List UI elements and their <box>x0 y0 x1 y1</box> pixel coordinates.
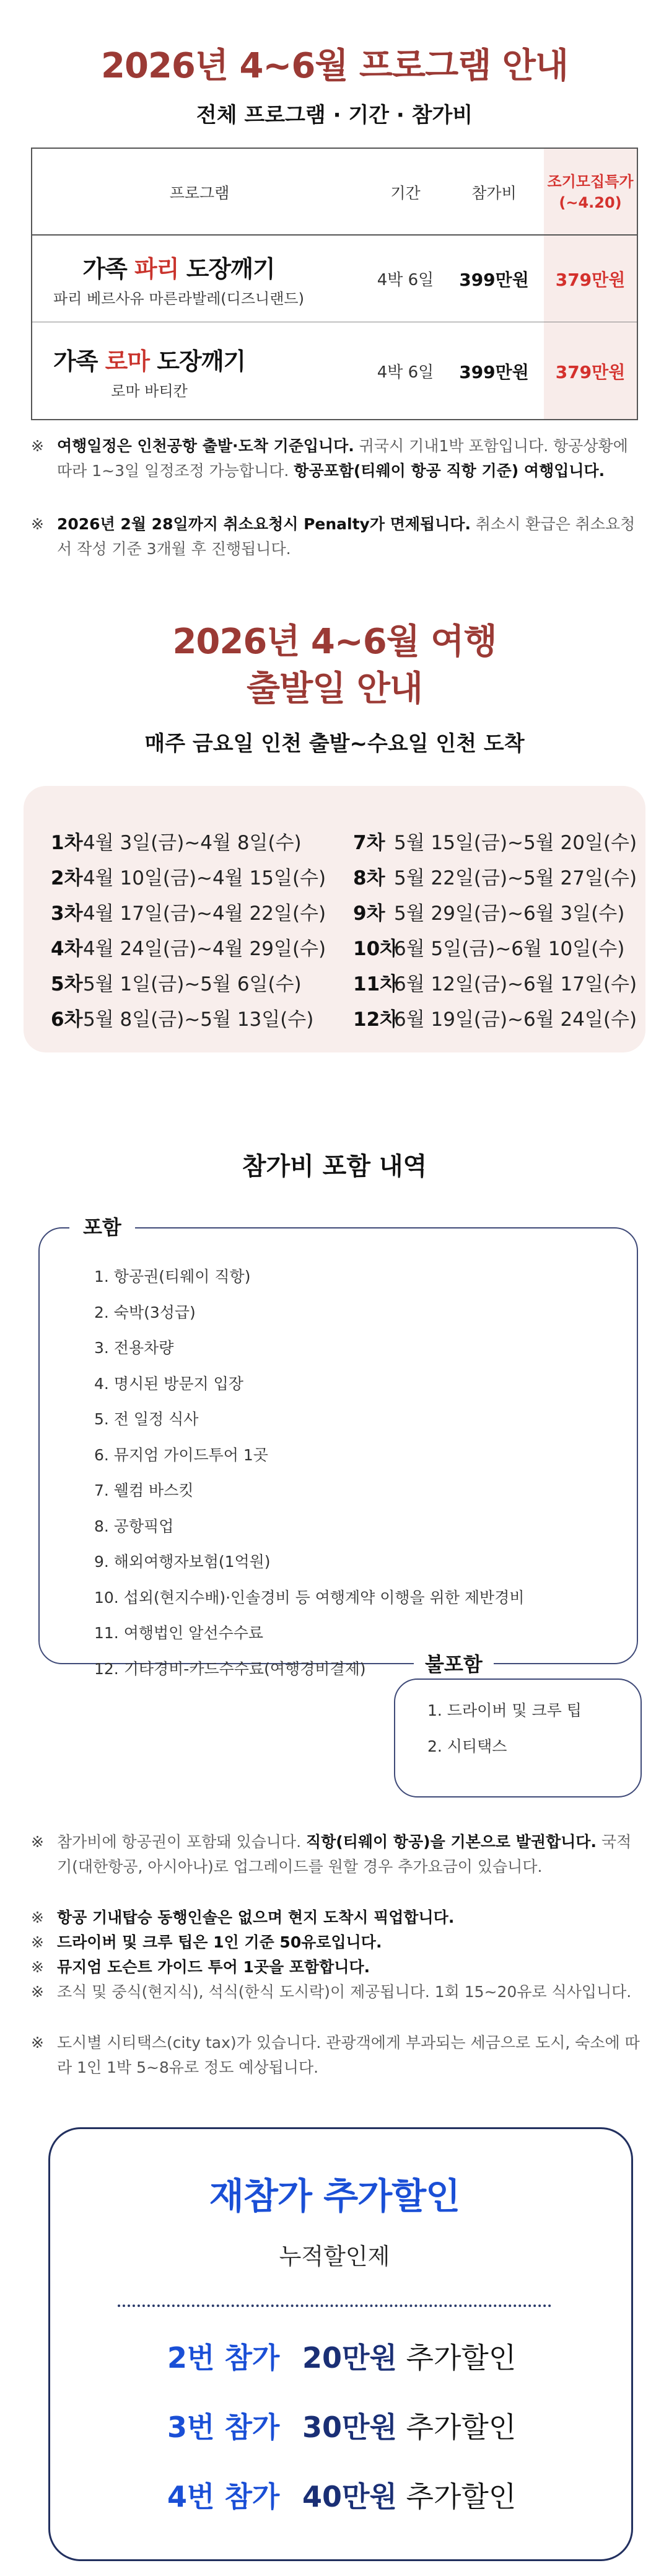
departure-number: 4차 <box>51 938 83 960</box>
departure-number: 10차 <box>353 938 399 960</box>
departure-dates: 6월 5일(금)~6월 10일(수) <box>394 938 625 960</box>
discount-tier-label: 3번 참가 <box>167 2411 280 2444</box>
note-mark: ※ <box>31 2034 44 2052</box>
departure-section-subtitle: 매주 금요일 인천 출발~수요일 인천 도착 <box>144 731 525 756</box>
included-list <box>94 1264 525 1692</box>
program-name-prefix: 가족 <box>53 347 105 375</box>
discount-amount: 20만원 <box>302 2341 397 2375</box>
included-item: 10. 섭외(현지수배)·인솔경비 등 여행계약 이행을 위한 제반경비 <box>94 1588 525 1607</box>
departure-item <box>51 827 302 855</box>
discount-amount: 40만원 <box>302 2480 397 2513</box>
rejoin-discount-subtitle: 누적할인제 <box>279 2243 390 2270</box>
note-bold: 여행일정은 인천공항 출발·도착 기준입니다. <box>57 437 354 455</box>
inclusion-note <box>31 1830 644 1879</box>
included-item: 4. 명시된 방문지 입장 <box>94 1374 243 1393</box>
excluded-item: 2. 시티택스 <box>427 1737 507 1755</box>
departure-item <box>353 827 637 855</box>
header-early-bird-label: 조기모집특가 <box>547 173 634 190</box>
discount-tier-label: 2번 참가 <box>167 2341 280 2375</box>
program-fee: 399만원 <box>459 269 529 290</box>
program-name <box>53 250 304 284</box>
discount-tier-label: 4번 참가 <box>167 2480 280 2513</box>
included-item: 9. 해외여행자보험(1억원) <box>94 1553 271 1571</box>
program-fee: 399만원 <box>459 361 529 382</box>
departure-number: 11차 <box>353 973 399 995</box>
departure-number: 2차 <box>51 867 83 889</box>
departure-dates: 5월 29일(금)~6월 3일(수) <box>394 902 625 925</box>
program-name-city: 파리 <box>134 255 179 283</box>
program-period: 4박 6일 <box>377 363 434 382</box>
program-period: 4박 6일 <box>377 271 434 289</box>
discount-suffix: 추가할인 <box>396 2480 517 2513</box>
departure-title-line1: 2026년 4~6월 여행 <box>172 622 497 662</box>
departure-item <box>51 933 326 961</box>
note-bold: 2026년 2월 28일까지 취소요청시 Penalty가 면제됩니다. <box>57 515 471 533</box>
program-early-bird-price: 379만원 <box>555 361 626 382</box>
departure-item <box>353 1003 637 1031</box>
program-description: 파리 베르사유 마른라발레(디즈니랜드) <box>53 289 304 307</box>
inclusion-note <box>31 1905 644 1930</box>
included-item: 8. 공항픽업 <box>94 1517 174 1535</box>
included-label: 포함 <box>69 1212 135 1240</box>
departure-item <box>353 933 624 961</box>
program-note <box>31 512 644 562</box>
program-name-city: 로마 <box>105 347 150 375</box>
discount-suffix: 추가할인 <box>396 2341 517 2375</box>
program-table <box>31 148 638 420</box>
program-cell <box>32 236 367 322</box>
discount-tier <box>167 2405 516 2446</box>
program-note <box>31 434 644 483</box>
note-bold: 뮤지엄 도슨트 가이드 투어 1곳을 포함합니다. <box>57 1958 370 1976</box>
included-item: 2. 숙박(3성급) <box>94 1303 196 1321</box>
departure-section-title <box>0 619 669 713</box>
table-row <box>32 236 637 322</box>
discount-tier <box>167 2336 516 2376</box>
included-item: 1. 항공권(티웨이 직항) <box>94 1268 251 1286</box>
note-bold: 항공포함(티웨이 항공 직항 기준) 여행입니다. <box>294 462 605 480</box>
note-text: 국적기(대한항공, 아시아나)로 업그레이드를 원할 경우 추가요금이 있습니다. <box>57 1833 632 1876</box>
note-text: 도시별 시티택스(city tax)가 있습니다. 관광객에게 부과되는 세금으로 도시, 숙소에 따라 1인 1박 5~8유로 정도 예상됩니다. <box>57 2034 640 2076</box>
departure-dates: 5월 22일(금)~5월 27일(수) <box>394 867 637 889</box>
discount-suffix: 추가할인 <box>396 2411 517 2444</box>
departure-number: 12차 <box>353 1008 399 1031</box>
departure-dates: 4월 24일(금)~4월 29일(수) <box>83 938 326 960</box>
excluded-label: 불포함 <box>414 1649 494 1677</box>
header-period: 기간 <box>390 184 421 202</box>
departure-item <box>353 898 624 925</box>
note-text: 취소시 환급은 취소요청서 작성 기준 3개월 후 진행됩니다. <box>57 515 636 558</box>
departure-dates: 5월 15일(금)~5월 20일(수) <box>394 832 637 854</box>
departure-dates: 4월 17일(금)~4월 22일(수) <box>83 902 326 925</box>
departure-number: 3차 <box>51 902 83 925</box>
note-mark: ※ <box>31 515 44 533</box>
departure-dates: 5월 1일(금)~5월 6일(수) <box>83 973 302 995</box>
program-section-subtitle: 전체 프로그램 · 기간 · 참가비 <box>196 103 473 128</box>
inclusion-note <box>31 1980 644 2005</box>
departure-item <box>353 968 637 996</box>
discount-amount: 30만원 <box>302 2411 397 2444</box>
included-item: 6. 뮤지엄 가이드투어 1곳 <box>94 1445 268 1464</box>
included-item: 11. 여행법인 알선수수료 <box>94 1624 264 1642</box>
program-description: 로마 바티칸 <box>111 382 188 400</box>
rejoin-discount-title: 재참가 추가할인 <box>209 2175 460 2217</box>
departure-number: 8차 <box>353 867 385 889</box>
inclusions-section-title: 참가비 포함 내역 <box>242 1152 427 1181</box>
inclusion-note <box>31 2031 644 2080</box>
departure-dates: 6월 19일(금)~6월 24일(수) <box>394 1008 637 1031</box>
note-mark: ※ <box>31 1958 44 1976</box>
header-fee: 참가비 <box>471 184 517 202</box>
departure-item <box>353 862 637 890</box>
note-mark: ※ <box>31 1983 44 2001</box>
departure-item <box>51 898 326 925</box>
program-table-header <box>32 149 637 236</box>
note-mark: ※ <box>31 437 44 455</box>
included-item: 7. 웰컴 바스킷 <box>94 1481 194 1499</box>
note-mark: ※ <box>31 1933 44 1951</box>
note-text: 조식 및 중식(현지식), 석식(한식 도시락)이 제공됩니다. 1회 15~20유로 식사입니다. <box>57 1983 632 2001</box>
program-section-title: 2026년 4~6월 프로그램 안내 <box>101 46 568 86</box>
program-name-suffix: 도장깨기 <box>149 347 246 375</box>
header-early-bird <box>544 149 637 236</box>
excluded-item: 1. 드라이버 및 크루 팁 <box>427 1701 582 1719</box>
note-mark: ※ <box>31 1833 44 1851</box>
header-early-bird-deadline: (~4.20) <box>559 194 622 211</box>
note-bold: 항공 기내탑승 동행인솔은 없으며 현지 도착시 픽업합니다. <box>57 1908 455 1926</box>
program-early-bird-price: 379만원 <box>555 269 626 290</box>
included-item: 5. 전 일정 식사 <box>94 1410 199 1428</box>
inclusion-note <box>31 1955 644 1980</box>
departure-number: 5차 <box>51 973 83 995</box>
program-cell <box>32 323 367 419</box>
note-text: 귀국시 기내1박 포함입니다. 항공상황에 따라 1~3일 일정조정 가능합니다. <box>57 437 628 480</box>
discount-tier <box>167 2474 516 2515</box>
departure-dates: 4월 3일(금)~4월 8일(수) <box>83 832 302 854</box>
note-bold: 직항(티웨이 항공)을 기본으로 발권합니다. <box>306 1833 597 1851</box>
departure-dates: 5월 8일(금)~5월 13일(수) <box>83 1008 314 1031</box>
departure-dates: 6월 12일(금)~6월 17일(수) <box>394 973 637 995</box>
departure-number: 1차 <box>51 832 83 854</box>
program-name-suffix: 도장깨기 <box>178 255 275 283</box>
departure-dates: 4월 10일(금)~4월 15일(수) <box>83 867 326 889</box>
inclusion-note <box>31 1930 644 1955</box>
note-mark: ※ <box>31 1908 44 1926</box>
excluded-list <box>427 1698 582 1770</box>
departure-item <box>51 968 302 996</box>
departure-number: 9차 <box>353 902 385 925</box>
departure-item <box>51 1003 313 1031</box>
program-name <box>53 342 245 376</box>
departure-title-line2: 출발일 안내 <box>247 669 422 709</box>
departure-item <box>51 862 326 890</box>
table-row <box>32 323 637 419</box>
dotted-divider <box>118 2305 551 2307</box>
departure-number: 7차 <box>353 832 385 854</box>
included-item: 3. 전용차량 <box>94 1339 174 1357</box>
note-bold: 드라이버 및 크루 팁은 1인 기준 50유로입니다. <box>57 1933 382 1951</box>
departure-number: 6차 <box>51 1008 83 1031</box>
included-item: 12. 기타경비-카드수수료(여행경비결제) <box>94 1659 366 1678</box>
header-program: 프로그램 <box>169 184 230 202</box>
note-text: 참가비에 항공권이 포함돼 있습니다. <box>57 1833 306 1851</box>
program-name-prefix: 가족 <box>82 255 135 283</box>
